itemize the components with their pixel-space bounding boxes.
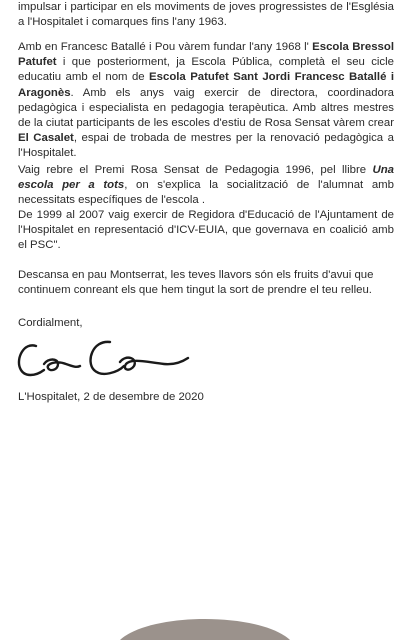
book-title: Una escola per a tots bbox=[18, 164, 394, 192]
closing-salutation: Cordialment, bbox=[18, 317, 83, 329]
batalle-text-3: . Amb els anys vaig exercir de directora, coordinadora pedagògica i especialista en pedagogia terapèutica. Amb altres mestres de la ciutat participants de les escoles d'estiu de Rosa Sensat vàrem crear bbox=[18, 86, 394, 130]
batalle-text-2: i que posteriorment, ja Escola Pública, completà el seu cicle educatiu amb el nom de bbox=[18, 56, 394, 84]
premi-text-1: Vaig rebre el Premi Rosa Sensat de Pedagogia 1996, pel llibre bbox=[18, 164, 373, 176]
casalet-name: El Casalet bbox=[18, 132, 74, 145]
paragraph-batalle bbox=[18, 40, 394, 162]
paragraph-descansa: Descansa en pau Montserrat, les teves llavors són els fruits d'avui que continuem conreant els que hem tingut la sort de prendre el teu relleu. bbox=[18, 269, 374, 297]
place-and-date: L'Hospitalet, 2 de desembre de 2020 bbox=[18, 391, 204, 403]
school-name-bressol: Escola Bressol Patufet bbox=[18, 41, 394, 69]
paragraph-regidora: De 1999 al 2007 vaig exercir de Regidora d'Educació de l'Ajuntament de l'Hospitalet en representació d'ICV-EUIA, que governava en coalició amb el PSC". bbox=[18, 209, 394, 252]
school-name-patufet: Escola Patufet Sant Jordi Francesc Batallé i Aragonès bbox=[18, 71, 394, 99]
handwritten-signature bbox=[14, 332, 194, 382]
decorative-arc-shape bbox=[120, 604, 290, 640]
premi-text-2: , on s'explica la socialització de l'alumnat amb necessitats específiques de l'escola . bbox=[18, 179, 394, 207]
batalle-text-1: Amb en Francesc Batallé i Pou vàrem fundar l'any 1968 l' bbox=[18, 41, 313, 53]
paragraph-intro: impulsar i participar en els moviments de joves progressistes de l'Església a l'Hospitalet i comarques fins l'any 1963. bbox=[18, 1, 394, 29]
paragraph-premi bbox=[18, 163, 394, 209]
batalle-text-4: , espai de trobada de mestres per la renovació pedagògica a l'Hospitalet. bbox=[18, 132, 395, 160]
